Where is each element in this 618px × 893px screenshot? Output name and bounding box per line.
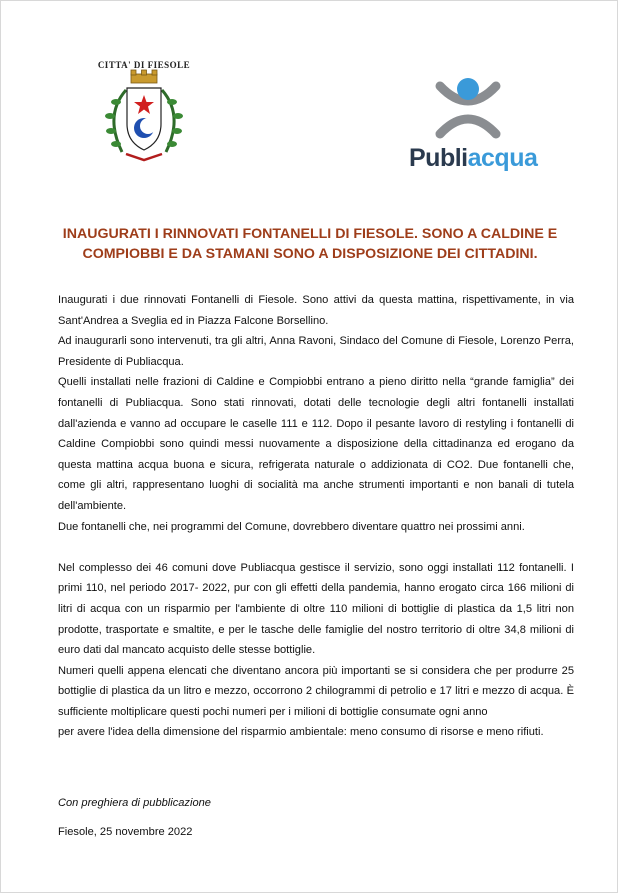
paragraph: per avere l'idea della dimensione del risparmio ambientale: meno consumo di risorse e meno rifiuti. <box>58 726 544 739</box>
brand-part-publi: Publi <box>409 144 468 172</box>
crest-label: CITTA' DI FIESOLE <box>97 60 191 70</box>
publiacqua-logo-icon <box>432 76 504 142</box>
dateline: Fiesole, 25 novembre 2022 <box>58 826 193 838</box>
publiacqua-wordmark <box>409 144 537 173</box>
paragraph: Inaugurati i due rinnovati Fontanelli di Fiesole. Sono attivi da questa mattina, rispettivamente, in via Sant'Andrea a Sveglia ed in Piazza Falcone Borsellino. <box>58 294 574 327</box>
press-release-body <box>58 290 574 743</box>
paragraph: Ad inaugurarli sono intervenuti, tra gli altri, Anna Ravoni, Sindaco del Comune di Fiesole, Lorenzo Perra, Presidente di Publiacqua. <box>58 335 574 368</box>
paragraph: Due fontanelli che, nei programmi del Comune, dovrebbero diventare quattro nei prossimi anni. <box>58 520 525 533</box>
paragraph: Quelli installati nelle frazioni di Caldine e Compiobbi entrano a pieno diritto nella “grande famiglia” dei fontanelli di Publiacqua. Sono stati rinnovati, dotati delle tecnologie degli altri fontanelli installati dall'azienda e vanno ad occupare le caselle 111 e 112. Dopo il pesante lavoro di restyling i fontanelli di Caldine Compiobbi sono quindi messi nuovamente a disposizione della cittadinanza ed erogano da questa mattina acqua buona e sicura, refrigerata naturale o addizionata di CO2. Due fontanelli che, come gli altri, rappresentano luoghi di socialità ma anche strumenti importanti e non banali di tutela dell'ambiente. <box>58 376 574 512</box>
brand-part-acqua: acqua <box>467 144 538 172</box>
closing-note: Con preghiera di pubblicazione <box>58 797 211 809</box>
paragraph: Numeri quelli appena elencati che diventano ancora più importanti se si considera che per produrre 25 bottiglie di plastica da un litro e mezzo, occorrono 2 chilogrammi di petrolio e 17 litri e mezzo di acqua. È sufficiente moltiplicare questi pochi numeri per i milioni di bottiglie consumate ogni anno <box>58 664 574 718</box>
press-release-title: INAUGURATI I RINNOVATI FONTANELLI DI FIESOLE. SONO A CALDINE E COMPIOBBI E DA STAMANI SONO A DISPOSIZIONE DEI CITTADINI. <box>62 226 558 262</box>
paragraph: Nel complesso dei 46 comuni dove Publiacqua gestisce il servizio, sono oggi installati 112 fontanelli. I primi 110, nel periodo 2017- 2022, pur con gli effetti della pandemia, hanno erogato circa 166 milioni di litri di acqua con un risparmio per l'ambiente di oltre 110 milioni di bottiglie di plastica da 1,5 litri non prodotte, trasportate e smaltite, e per le tasche delle famiglie del nostro territorio di oltre 34,8 milioni di euro dati dal mancato acquisto delle stesse bottiglie. <box>58 561 574 657</box>
paragraph-gap <box>58 537 574 558</box>
fiesole-crest-icon <box>96 60 192 170</box>
